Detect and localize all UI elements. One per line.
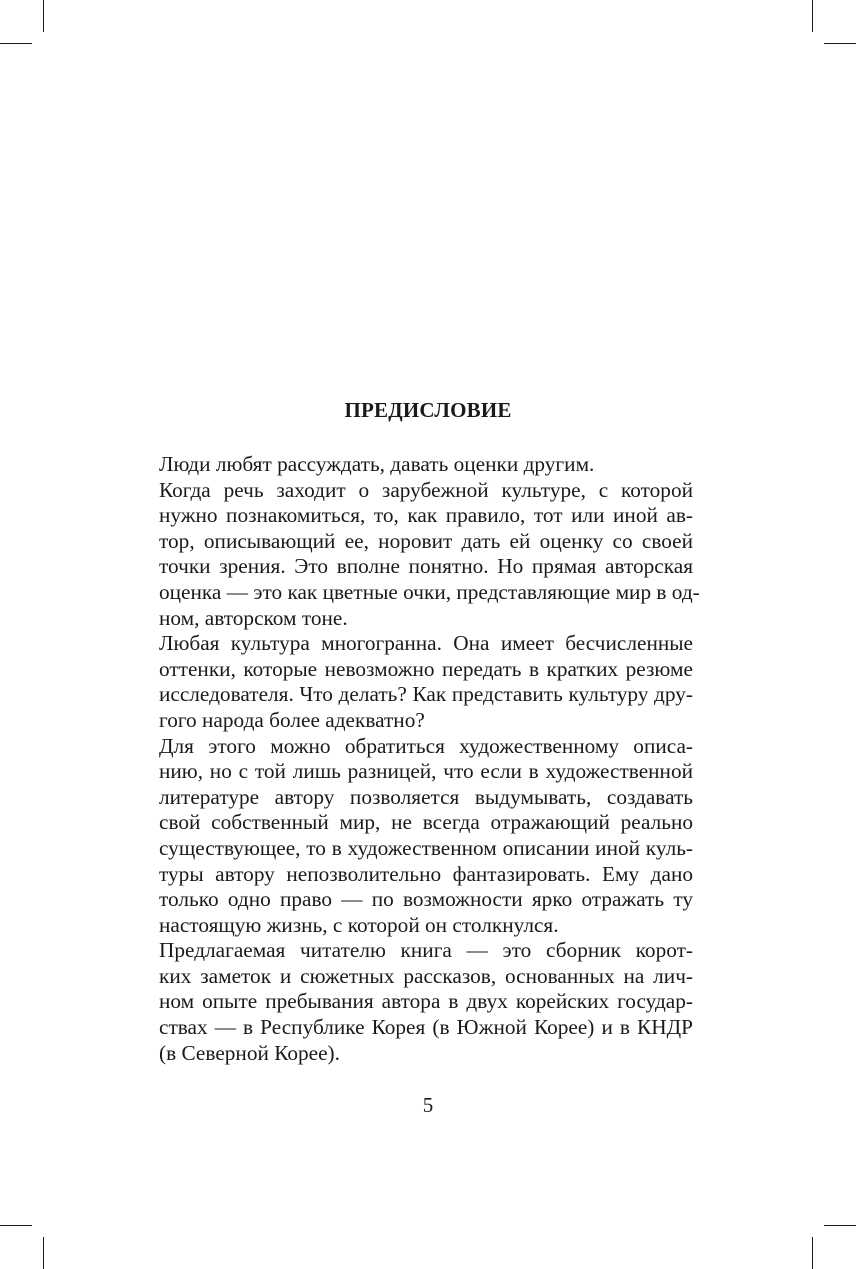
text-line: гого народа более адекватно? [159, 707, 425, 732]
paragraph-1 [133, 452, 693, 478]
crop-mark-top-left [43, 0, 44, 32]
text-line: нию, но с той лишь разницей, что если в художественной [159, 759, 693, 784]
paragraph-2 [133, 477, 700, 632]
paragraph-5 [133, 938, 693, 1066]
crop-mark-bottom-right [812, 1237, 813, 1269]
page-title: ПРЕДИСЛОВИЕ [344, 398, 512, 422]
crop-mark-top-right [812, 0, 813, 32]
text-line: Когда речь заходит о зарубежной культуре, с которой [159, 477, 693, 502]
text-line: тор, описывающий ее, норовит дать ей оценку со своей [159, 528, 693, 553]
text-line: Люди любят рассуждать, давать оценки другим. [159, 452, 595, 476]
text-line: оценка — это как цветные очки, представляющие мир в од- [159, 579, 700, 604]
text-line: ном опыте пребывания автора в двух корейских государ- [159, 989, 693, 1014]
page-number: 5 [422, 1093, 434, 1117]
text-line: нужно познакомиться, то, как правило, тот или иной ав- [159, 503, 693, 528]
text-line: точки зрения. Это вполне понятно. Но прямая авторская [159, 554, 693, 579]
text-line: ном, авторском тоне. [159, 605, 348, 630]
crop-mark-bottom-right-h [824, 1225, 856, 1226]
text-line: Предлагаемая читателю книга — это сборник корот- [159, 938, 693, 963]
text-line: туры автору непозволительно фантазировать. Ему дано [159, 861, 693, 886]
crop-mark-bottom-left [43, 1237, 44, 1269]
crop-mark-top-right-h [824, 43, 856, 44]
text-line: Для этого можно обратиться художественному описа- [159, 733, 693, 758]
text-line: свой собственный мир, не всегда отражающий реально [159, 810, 693, 835]
text-line: настоящую жизнь, с которой он столкнулся. [159, 912, 559, 937]
text-line: только одно право — по возможности ярко отражать ту [159, 887, 693, 912]
paragraph-3 [133, 631, 693, 733]
text-line: существующее, то в художественном описании иной куль- [159, 835, 693, 860]
text-line: ствах — в Республике Корея (в Южной Корее) и в КНДР [159, 1015, 693, 1040]
text-line: (в Северной Корее). [159, 1040, 340, 1065]
paragraph-4 [133, 734, 693, 939]
text-line: исследователя. Что делать? Как представить культуру дру- [159, 682, 693, 707]
text-line: литературе автору позволяется выдумывать, создавать [159, 784, 693, 809]
preface-body [133, 452, 700, 1066]
crop-mark-bottom-left-h [0, 1225, 32, 1226]
text-line: Любая культура многогранна. Она имеет бесчисленные [159, 631, 693, 656]
text-line: ких заметок и сюжетных рассказов, основанных на лич- [159, 963, 693, 988]
crop-mark-top-left-h [0, 43, 32, 44]
text-line: оттенки, которые невозможно передать в кратких резюме [159, 656, 693, 681]
